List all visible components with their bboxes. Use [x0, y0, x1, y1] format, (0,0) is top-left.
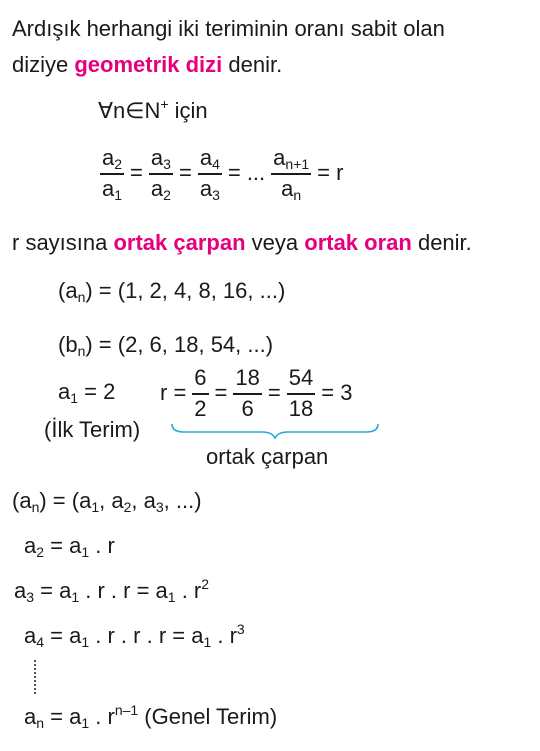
- fraction-18-6: $\frac{18}{6}$: [235, 365, 260, 421]
- brace-label: ortak çarpan: [206, 444, 329, 469]
- ratio-example: r = $\frac{6}{2}$ = $\frac{18}{6}$ = $\frac{54}{18}$ = 3: [160, 365, 353, 421]
- intro-line-2: diziye geometrik dizi denir.: [12, 52, 283, 77]
- term-geometrik-dizi: geometrik dizi: [74, 52, 223, 77]
- first-term-label: (İlk Terim): [44, 417, 141, 442]
- formula-a4: $a_4 = a_1$ . r . r . $r = a_1$ . $r^3$: [24, 621, 245, 650]
- ratio-equation: $\frac{a_2}{a_1}$ = $\frac{a_3}{a_2}$ = $\frac{a_4}{a_3}$ = ... $\frac{a_{n+1}}{a_n}$ = r: [102, 145, 344, 203]
- intro-line-1: Ardışık herhangi iki teriminin oranı sabit olan: [12, 16, 445, 41]
- fraction-a2-a1: $\frac{a_2}{a_1}$: [102, 145, 123, 203]
- fraction-a4-a3: $\frac{a_4}{a_3}$: [199, 145, 220, 203]
- term-ortak-carpan: ortak çarpan: [113, 230, 246, 255]
- formula-a2: $a_2 = a_1$ . r: [24, 533, 115, 560]
- example-sequence-b: $(b_n) = (2$, 6, 18, 54, ...): [58, 332, 274, 359]
- example-sequence-a: $(a_n) = (1$, 2, 4, 8, 16, ...): [58, 278, 286, 305]
- first-term-value: $a_1 = 2$: [58, 379, 116, 406]
- formula-an-general-term: $a_n = a_1$ . $r^{n-1}$ (Genel Terim): [24, 702, 278, 731]
- r-definition: r sayısına ortak çarpan veya ortak oran denir.: [12, 230, 472, 255]
- fraction-54-18: $\frac{54}{18}$: [288, 365, 314, 421]
- formula-a3: $a_3 = a_1$ . r . $r = a_1$ . $r^2$: [14, 576, 210, 605]
- fraction-a3-a2: $\frac{a_3}{a_2}$: [150, 145, 171, 203]
- term-ortak-oran: ortak oran: [304, 230, 412, 255]
- underbrace-icon: [170, 418, 380, 440]
- vertical-ellipsis: [34, 660, 36, 694]
- forall-statement: ∀n∈N+ için: [98, 96, 208, 123]
- fraction-6-2: $\frac{6}{2}$: [194, 365, 207, 421]
- fraction-an1-an: $\frac{a_{n+1}}{a_n}$: [273, 145, 310, 203]
- general-sequence: $(a_n) = (a_1$, $a_2$, $a_3$, ...): [12, 488, 202, 515]
